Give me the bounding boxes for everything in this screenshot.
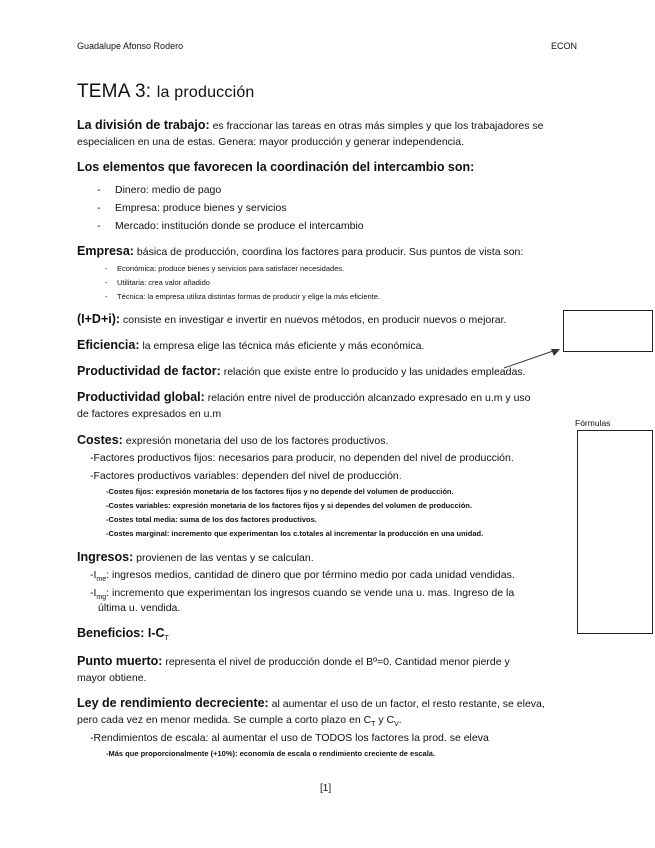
empresa-label: Empresa: [77, 244, 134, 258]
ley-text-cont: pero cada vez en menor medida. Se cumple a corto plazo en $C_T$ y $C_V$. [77, 714, 402, 729]
list-item: -Costes total media: suma de los dos factores productivos. [106, 515, 317, 524]
page-number: [1] [320, 783, 332, 794]
ley-label: Ley de rendimiento decreciente: [77, 696, 269, 710]
list-item: - Empresa: produce bienes y servicios [97, 202, 287, 214]
ingresos-paragraph: Ingresos: provienen de las ventas y se calculan. [77, 550, 314, 564]
title-sub: la producción [156, 84, 255, 101]
ley-paragraph: Ley de rendimiento decreciente: al aumentar el uso de un factor, el resto restante, se eleva, [77, 696, 545, 710]
header-author: Guadalupe Afonso Rodero [77, 41, 184, 51]
division-paragraph [77, 118, 544, 132]
note-box [563, 310, 653, 352]
puntomuerto-paragraph: Punto muerto: representa el nivel de producción donde el Bº=0. Cantidad menor pierde y [77, 654, 510, 668]
idi-label: (I+D+i): [77, 312, 121, 326]
list-item: -Costes fijos: expresión monetaria de los factores fijos y no depende del volumen de producción. [106, 487, 454, 496]
beneficios-label: Beneficios: I-C [77, 626, 165, 640]
list-item: -Costes marginal: incremento que experimentan los c.totales al incrementar la producción en una unidad. [106, 529, 484, 538]
empresa-paragraph: Empresa: básica de producción, coordina los factores para producir. Sus puntos de vista son: [77, 244, 524, 258]
list-item: - Económica: produce bienes y servicios para satisfacer necesidades. [105, 264, 345, 273]
puntomuerto-text-cont: mayor obtiene. [77, 672, 147, 684]
costes-sub-fijos: -Factores productivos fijos: necesarios para producir, no dependen del nivel de producción. [90, 452, 514, 464]
list-item: - Técnica: la empresa utiliza distintas formas de producir y elige la más eficiente. [105, 292, 381, 301]
puntomuerto-label: Punto muerto: [77, 654, 163, 668]
title-main: TEMA 3: [77, 81, 152, 102]
list-item: - Mercado: institución donde se produce el intercambio [97, 220, 364, 232]
costes-label: Costes: [77, 433, 123, 447]
elementos-heading: Los elementos que favorecen la coordinación del intercambio son: [77, 160, 475, 174]
prodglobal-text-cont: de factores expresados en u.m [77, 408, 222, 420]
ingresos-label: Ingresos: [77, 550, 134, 564]
prodfactor-paragraph: Productividad de factor: relación que existe entre lo producido y las unidades empleadas. [77, 364, 526, 378]
ingresos-marginales-cont: última u. vendida. [98, 602, 181, 614]
division-text: es fraccionar las tareas en otras más simples y que los trabajadores se [209, 120, 544, 132]
list-item: - Utilitaria: crea valor añadido [105, 278, 210, 287]
idi-paragraph: (I+D+i): consiste en investigar e invertir en nuevos métodos, en producir nuevos o mejorar. [77, 312, 507, 326]
prodglobal-label: Productividad global: [77, 390, 205, 404]
list-item: - Dinero: medio de pago [97, 184, 222, 196]
costes-paragraph: Costes: expresión monetaria del uso de los factores productivos. [77, 433, 389, 447]
costes-sub-variables: -Factores productivos variables: dependen del nivel de producción. [90, 470, 402, 482]
header-subject: ECON [551, 41, 578, 51]
ley-sub-rendimientos: -Rendimientos de escala: al aumentar el uso de TODOS los factores la prod. se eleva [90, 732, 489, 744]
page-title [77, 81, 255, 103]
arrow-icon [500, 346, 566, 372]
prodglobal-paragraph: Productividad global: relación entre nivel de producción alcanzado expresado en u.m y uso [77, 390, 531, 404]
division-text-cont: especialicen en una de estas. Genera: mayor producción y generar independencia. [77, 136, 464, 148]
division-label: La división de trabajo: [77, 118, 210, 132]
list-item: -Costes variables: expresión monetaria de los factores fijos y si dependes del volumen de producción. [106, 501, 472, 510]
ley-sub-escala: -Más que proporcionalmente (+10%): economía de escala o rendimiento creciente de escala. [106, 749, 436, 758]
formulas-label: Fórmulas [575, 418, 611, 428]
prodfactor-label: Productividad de factor: [77, 364, 221, 378]
formulas-box [577, 430, 653, 634]
eficiencia-label: Eficiencia: [77, 338, 140, 352]
ingresos-medios: $-I_{me}$: ingresos medios, cantidad de dinero que por término medio por cada unidad vendidas. [90, 569, 515, 584]
ingresos-marginales: $-I_{mg}$: incremento que experimentan los ingresos cuando se vende una u. mas. Ingreso de la [90, 587, 515, 602]
eficiencia-paragraph: Eficiencia: la empresa elige las técnica más eficiente y más económica. [77, 338, 425, 352]
beneficios-paragraph: Beneficios: $I-C_T$ [77, 626, 169, 643]
